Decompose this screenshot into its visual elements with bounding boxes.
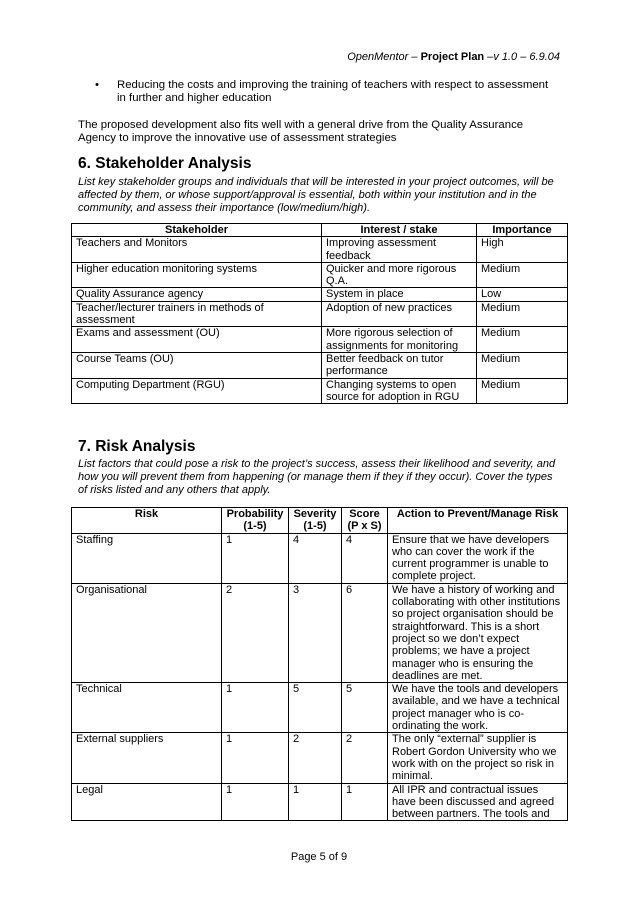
table-cell: 1: [222, 733, 289, 783]
table-row: [72, 533, 568, 583]
table-cell: 1: [222, 783, 289, 821]
table-cell: Quality Assurance agency: [72, 288, 322, 301]
table-row: [72, 683, 568, 733]
table-cell: Exams and assessment (OU): [72, 327, 322, 353]
table-cell: Staffing: [72, 533, 222, 583]
table-cell: 2: [222, 583, 289, 682]
table-cell: 3: [289, 583, 342, 682]
table-cell: Improving assessment feedback: [322, 237, 477, 263]
header-app-name: OpenMentor: [347, 51, 409, 63]
table-row: [72, 237, 568, 263]
column-header-severity: Severity (1-5): [289, 508, 342, 534]
table-cell: All IPR and contractual issues have been discussed and agreed between partners. The tools and: [388, 783, 568, 821]
table-cell: System in place: [322, 288, 477, 301]
table-cell: More rigorous selection of assignments for monitoring: [322, 327, 477, 353]
table-cell: Teachers and Monitors: [72, 237, 322, 263]
table-cell: We have the tools and developers available, and we have a technical project manager who is co-ordinating the work.: [388, 683, 568, 733]
header-version: –v 1.0 – 6.9.04: [484, 51, 560, 63]
column-header-probability: Probability (1-5): [222, 508, 289, 534]
table-cell: Medium: [477, 327, 568, 353]
column-header-interest: Interest / stake: [322, 224, 477, 237]
bullet-symbol: •: [95, 79, 99, 91]
table-cell: 5: [342, 683, 388, 733]
table-cell: Adoption of new practices: [322, 301, 477, 327]
table-cell: Changing systems to open source for adoption in RGU: [322, 378, 477, 404]
section-7-intro: List factors that could pose a risk to the project’s success, assess their likelihood and severity, and how you will prevent them from happening (or manage them if they if they occur). Cover the types of risks listed and any others that apply.: [78, 458, 556, 497]
section-7-heading: 7. Risk Analysis: [78, 438, 196, 455]
table-cell: Better feedback on tutor performance: [322, 352, 477, 378]
table-cell: 6: [342, 583, 388, 682]
table-cell: We have a history of working and collaborating with other institutions so project organisation should be straightforward. This is a short project so we don’t expect problems; we have a project manager who is ensuring the deadlines are met.: [388, 583, 568, 682]
section-6-intro: List key stakeholder groups and individuals that will be interested in your project outcomes, will be affected by them, or whose support/approval is essential, both within your institution and in the community, and assess their importance (low/medium/high).: [78, 176, 554, 215]
header-separator: –: [408, 51, 421, 63]
table-cell: 1: [289, 783, 342, 821]
page-footer: Page 5 of 9: [290, 851, 348, 863]
stakeholder-table-header: [72, 224, 568, 237]
table-cell: Legal: [72, 783, 222, 821]
table-cell: The only “external” supplier is Robert Gordon University who we work with on the project so risk in minimal.: [388, 733, 568, 783]
column-header-stakeholder: Stakeholder: [72, 224, 322, 237]
table-cell: Medium: [477, 378, 568, 404]
table-cell: External suppliers: [72, 733, 222, 783]
table-cell: 2: [289, 733, 342, 783]
table-cell: 2: [342, 733, 388, 783]
table-row: [72, 352, 568, 378]
table-cell: 4: [342, 533, 388, 583]
table-cell: Technical: [72, 683, 222, 733]
table-row: [72, 327, 568, 353]
table-cell: High: [477, 237, 568, 263]
table-cell: Low: [477, 288, 568, 301]
table-cell: Course Teams (OU): [72, 352, 322, 378]
header-title: Project Plan: [420, 51, 485, 63]
table-cell: 1: [222, 533, 289, 583]
column-header-importance: Importance: [477, 224, 568, 237]
page-header: [347, 51, 560, 64]
table-row: [72, 733, 568, 783]
table-cell: Medium: [477, 352, 568, 378]
table-row: [72, 583, 568, 682]
table-row: [72, 301, 568, 327]
table-cell: Ensure that we have developers who can cover the work if the current programmer is unable to complete project.: [388, 533, 568, 583]
table-cell: 1: [222, 683, 289, 733]
table-row: [72, 262, 568, 288]
stakeholder-table: [71, 223, 568, 404]
table-row: [72, 288, 568, 301]
column-header-risk: Risk: [72, 508, 222, 534]
table-cell: Computing Department (RGU): [72, 378, 322, 404]
table-row: [72, 783, 568, 821]
table-cell: Organisational: [72, 583, 222, 682]
bullet-text: Reducing the costs and improving the training of teachers with respect to assessment in further and higher education: [117, 79, 549, 104]
risk-table-header: [72, 508, 568, 534]
table-cell: Medium: [477, 301, 568, 327]
table-cell: Quicker and more rigorous Q.A.: [322, 262, 477, 288]
table-cell: Teacher/lecturer trainers in methods of assessment: [72, 301, 322, 327]
body-paragraph: The proposed development also fits well with a general drive from the Quality Assurance Agency to improve the innovative use of assessment strategies: [78, 119, 524, 144]
table-cell: Higher education monitoring systems: [72, 262, 322, 288]
table-cell: 4: [289, 533, 342, 583]
risk-table: [71, 507, 568, 821]
column-header-score: Score (P x S): [342, 508, 388, 534]
table-cell: 5: [289, 683, 342, 733]
table-cell: Medium: [477, 262, 568, 288]
table-cell: 1: [342, 783, 388, 821]
section-6-heading: 6. Stakeholder Analysis: [78, 155, 252, 172]
column-header-action: Action to Prevent/Manage Risk: [388, 508, 568, 534]
table-row: [72, 378, 568, 404]
